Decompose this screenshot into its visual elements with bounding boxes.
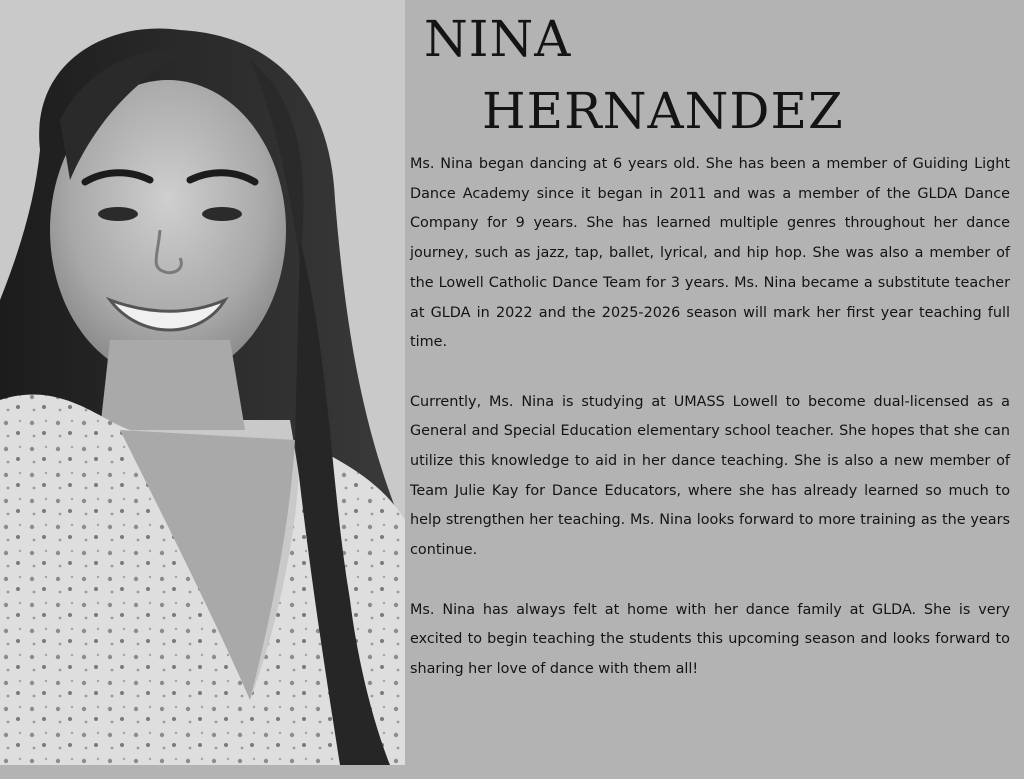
bio-paragraph: Ms. Nina began dancing at 6 years old. She has been a member of Guiding Light Dance Academy since it began in 2011 and was a member of the GLDA Dance Company for 9 years. She has learned multiple genres throughout her dance journey, such as jazz, tap, ballet, lyrical, and hip hop. She was also a member of the Lowell Catholic Dance Team for 3 years. Ms. Nina became a substitute teacher at GLDA in 2022 and the 2025-2026 season will mark her first year teaching full time.: [410, 156, 1010, 351]
portrait-photo: [0, 0, 405, 765]
first-name-heading: NINA: [424, 10, 572, 68]
bio-paragraph: Currently, Ms. Nina is studying at UMASS Lowell to become dual-licensed as a General and Special Education elementary school teacher. She hopes that she can utilize this knowledge to aid in her dance teaching. She is also a new member of Team Julie Kay for Dance Educators, where she has already learned so much to help strengthen her teaching. Ms. Nina looks forward to more training as the years continue.: [410, 393, 1010, 559]
portrait-illustration: [0, 0, 405, 765]
last-name-heading: HERNANDEZ: [482, 82, 844, 140]
bio-paragraph: Ms. Nina has always felt at home with her dance family at GLDA. She is very excited to begin teaching the students this upcoming season and looks forward to sharing her love of dance with them all!: [410, 601, 1010, 677]
biography: [410, 150, 1010, 685]
